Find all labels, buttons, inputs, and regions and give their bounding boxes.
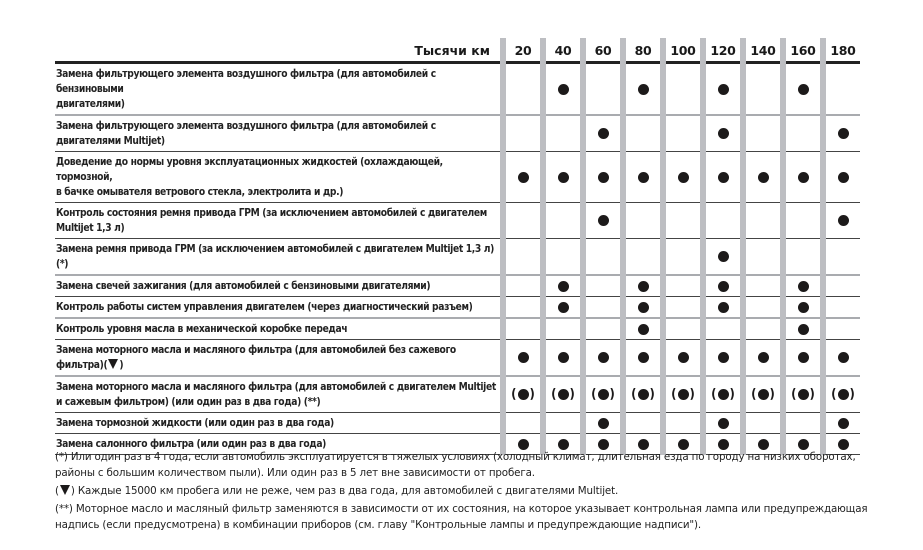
row-description xyxy=(55,376,500,413)
schedule-cell xyxy=(706,318,740,340)
row-description-line-2: Multijet 1,3 л) xyxy=(56,223,125,234)
filled-circle-icon xyxy=(558,352,569,363)
schedule-cell xyxy=(706,413,740,434)
filled-circle-icon xyxy=(678,439,689,450)
table-row xyxy=(55,340,860,377)
schedule-cell xyxy=(786,115,820,152)
table-row xyxy=(55,203,860,239)
schedule-cell xyxy=(626,63,660,116)
schedule-cell xyxy=(506,239,540,276)
filled-circle-icon xyxy=(798,302,809,313)
row-description xyxy=(55,115,500,152)
filled-circle-icon xyxy=(798,324,809,335)
schedule-cell xyxy=(506,297,540,319)
maintenance-schedule xyxy=(55,38,860,455)
table-row xyxy=(55,275,860,297)
schedule-cell xyxy=(506,203,540,239)
schedule-cell xyxy=(626,318,660,340)
filled-circle-icon xyxy=(798,439,809,450)
conditional-mark xyxy=(751,387,775,402)
filled-circle-icon xyxy=(678,389,689,400)
schedule-cell xyxy=(826,203,860,239)
row-description xyxy=(55,203,500,239)
paren-close: ) xyxy=(609,387,615,402)
schedule-cell xyxy=(786,413,820,434)
schedule-cell xyxy=(786,152,820,203)
schedule-cell xyxy=(586,318,620,340)
paren-close: ) xyxy=(689,387,695,402)
conditional-mark xyxy=(711,387,735,402)
schedule-cell xyxy=(546,115,580,152)
conditional-mark xyxy=(631,387,655,402)
row-description xyxy=(55,413,500,434)
filled-circle-icon xyxy=(798,172,809,183)
filled-circle-icon xyxy=(838,389,849,400)
schedule-cell xyxy=(666,275,700,297)
schedule-cell xyxy=(786,297,820,319)
schedule-cell xyxy=(586,340,620,377)
schedule-cell xyxy=(666,318,700,340)
row-description-line-2: двигателями) xyxy=(56,99,125,110)
schedule-cell xyxy=(546,297,580,319)
schedule-cell xyxy=(626,275,660,297)
filled-circle-icon xyxy=(638,352,649,363)
filled-circle-icon xyxy=(838,172,849,183)
schedule-cell xyxy=(546,340,580,377)
filled-circle-icon xyxy=(718,418,729,429)
schedule-cell xyxy=(586,152,620,203)
schedule-cell xyxy=(506,376,540,413)
schedule-cell xyxy=(666,297,700,319)
paren-close: ) xyxy=(809,387,815,402)
row-description-line-1: Доведение до нормы уровня эксплуатационных жидкостей (охлаждающей, тормозной, xyxy=(56,157,443,183)
schedule-cell xyxy=(666,152,700,203)
footnote-2-text: ) Каждые 15000 км пробега или не реже, чем раз в два года, для автомобилей с двигателями Multijet. xyxy=(70,485,619,497)
filled-circle-icon xyxy=(758,389,769,400)
filled-circle-icon xyxy=(598,128,609,139)
column-header-km: 120 xyxy=(706,38,740,63)
filled-circle-icon xyxy=(598,352,609,363)
schedule-cell xyxy=(746,152,780,203)
filled-circle-icon xyxy=(798,84,809,95)
column-header-km: 20 xyxy=(506,38,540,63)
filled-circle-icon xyxy=(798,352,809,363)
filled-circle-icon xyxy=(638,389,649,400)
schedule-cell xyxy=(626,115,660,152)
footnote-1: (*) Или один раз в 4 года, если автомобиль эксплуатируется в тяжелых условиях (холодный климат, длительная езда по городу на низких оборотах, районы с большим количеством пыли). Или один раз в 5 лет вне зависимости от пробега. xyxy=(55,451,856,479)
schedule-cell xyxy=(826,340,860,377)
schedule-cell xyxy=(626,239,660,276)
table-header-row xyxy=(55,38,860,63)
row-description xyxy=(55,152,500,203)
table-row xyxy=(55,152,860,203)
schedule-cell xyxy=(706,239,740,276)
filled-circle-icon xyxy=(838,128,849,139)
schedule-cell xyxy=(826,376,860,413)
table-row xyxy=(55,239,860,276)
filled-circle-icon xyxy=(638,439,649,450)
schedule-cell xyxy=(826,413,860,434)
filled-circle-icon xyxy=(838,418,849,429)
filled-circle-icon xyxy=(678,352,689,363)
schedule-cell xyxy=(546,239,580,276)
footnote-2-prefix: ( xyxy=(55,485,59,497)
schedule-cell xyxy=(506,152,540,203)
filled-circle-icon xyxy=(598,215,609,226)
schedule-cell xyxy=(506,63,540,116)
filled-circle-icon xyxy=(638,302,649,313)
table-row xyxy=(55,297,860,319)
schedule-cell xyxy=(546,203,580,239)
schedule-cell xyxy=(746,318,780,340)
schedule-cell xyxy=(586,63,620,116)
schedule-cell xyxy=(746,340,780,377)
paren-close: ) xyxy=(529,387,535,402)
table-row xyxy=(55,376,860,413)
conditional-mark xyxy=(511,387,535,402)
column-header-km: 60 xyxy=(586,38,620,63)
schedule-cell xyxy=(706,376,740,413)
table-row xyxy=(55,318,860,340)
schedule-cell xyxy=(746,239,780,276)
filled-circle-icon xyxy=(718,251,729,262)
filled-circle-icon xyxy=(558,172,569,183)
filled-circle-icon xyxy=(558,302,569,313)
schedule-cell xyxy=(746,63,780,116)
paren-open: ( xyxy=(551,387,557,402)
paren-open: ( xyxy=(831,387,837,402)
conditional-mark xyxy=(591,387,615,402)
header-title: Тысячи км xyxy=(55,38,500,63)
schedule-cell xyxy=(786,63,820,116)
filled-circle-icon xyxy=(558,281,569,292)
row-description-line-1: Замена фильтрующего элемента воздушного фильтра (для автомобилей с бензиновыми xyxy=(56,69,436,95)
filled-circle-icon xyxy=(758,439,769,450)
column-header-km: 140 xyxy=(746,38,780,63)
filled-circle-icon xyxy=(598,389,609,400)
schedule-cell xyxy=(706,203,740,239)
schedule-cell xyxy=(666,376,700,413)
schedule-cell xyxy=(666,340,700,377)
filled-circle-icon xyxy=(558,84,569,95)
filled-circle-icon xyxy=(718,281,729,292)
filled-circle-icon xyxy=(718,172,729,183)
conditional-mark xyxy=(551,387,575,402)
schedule-cell xyxy=(746,376,780,413)
schedule-cell xyxy=(746,115,780,152)
schedule-cell xyxy=(746,297,780,319)
schedule-cell xyxy=(746,203,780,239)
schedule-cell xyxy=(546,275,580,297)
schedule-cell xyxy=(786,203,820,239)
schedule-cell xyxy=(546,318,580,340)
filled-circle-icon xyxy=(718,84,729,95)
filled-circle-icon xyxy=(598,439,609,450)
schedule-cell xyxy=(546,63,580,116)
filled-circle-icon xyxy=(758,352,769,363)
schedule-cell xyxy=(826,297,860,319)
schedule-cell xyxy=(666,203,700,239)
filled-circle-icon xyxy=(598,418,609,429)
paren-open: ( xyxy=(671,387,677,402)
filled-circle-icon xyxy=(838,439,849,450)
column-header-km: 80 xyxy=(626,38,660,63)
paren-open: ( xyxy=(591,387,597,402)
schedule-cell xyxy=(626,340,660,377)
filled-circle-icon xyxy=(718,302,729,313)
schedule-cell xyxy=(546,376,580,413)
table-row xyxy=(55,63,860,116)
schedule-cell xyxy=(506,340,540,377)
row-description-line-1: Замена тормозной жидкости (или один раз в два года) xyxy=(56,418,334,429)
schedule-cell xyxy=(626,152,660,203)
filled-circle-icon xyxy=(838,215,849,226)
schedule-cell xyxy=(786,340,820,377)
schedule-cell xyxy=(586,376,620,413)
schedule-cell xyxy=(826,63,860,116)
schedule-cell xyxy=(706,152,740,203)
filled-circle-icon xyxy=(798,389,809,400)
conditional-mark xyxy=(791,387,815,402)
row-description-line-1: Замена моторного масла и масляного фильтра (для автомобилей без сажевого фильтра)( xyxy=(56,345,456,371)
row-description-line-1: Замена ремня привода ГРМ (за исключением автомобилей с двигателем Multijet 1,3 л) (*) xyxy=(56,244,494,270)
footnote-2 xyxy=(55,483,875,499)
schedule-cell xyxy=(586,297,620,319)
schedule-cell xyxy=(706,115,740,152)
table-row xyxy=(55,413,860,434)
schedule-cell xyxy=(506,275,540,297)
paren-close: ) xyxy=(569,387,575,402)
row-description-suffix: ) xyxy=(119,360,124,371)
schedule-cell xyxy=(586,413,620,434)
down-triangle-icon xyxy=(108,359,118,369)
schedule-cell xyxy=(626,203,660,239)
column-header-km: 180 xyxy=(826,38,860,63)
filled-circle-icon xyxy=(638,172,649,183)
schedule-cell xyxy=(586,203,620,239)
filled-circle-icon xyxy=(678,172,689,183)
schedule-cell xyxy=(786,318,820,340)
paren-open: ( xyxy=(791,387,797,402)
filled-circle-icon xyxy=(718,352,729,363)
filled-circle-icon xyxy=(558,439,569,450)
schedule-cell xyxy=(626,297,660,319)
column-header-km: 160 xyxy=(786,38,820,63)
schedule-cell xyxy=(826,239,860,276)
schedule-cell xyxy=(746,275,780,297)
schedule-cell xyxy=(506,413,540,434)
schedule-cell xyxy=(706,340,740,377)
row-description-line-2: и сажевым фильтром) (или один раз в два года) (**) xyxy=(56,397,321,408)
schedule-cell xyxy=(586,239,620,276)
schedule-cell xyxy=(506,115,540,152)
schedule-cell xyxy=(706,63,740,116)
footnotes xyxy=(55,449,875,535)
row-description xyxy=(55,239,500,276)
filled-circle-icon xyxy=(598,172,609,183)
filled-circle-icon xyxy=(718,128,729,139)
schedule-cell xyxy=(546,152,580,203)
paren-close: ) xyxy=(649,387,655,402)
row-description-line-1: Контроль состояния ремня привода ГРМ (за исключением автомобилей с двигателем xyxy=(56,208,487,219)
filled-circle-icon xyxy=(838,352,849,363)
row-description-line-2: в бачке омывателя ветрового стекла, электролита и др.) xyxy=(56,187,344,198)
filled-circle-icon xyxy=(638,281,649,292)
schedule-cell xyxy=(826,318,860,340)
schedule-cell xyxy=(826,275,860,297)
paren-open: ( xyxy=(751,387,757,402)
row-description-line-1: Контроль уровня масла в механической коробке передач xyxy=(56,324,348,335)
paren-open: ( xyxy=(631,387,637,402)
schedule-cell xyxy=(586,275,620,297)
schedule-cell xyxy=(706,275,740,297)
schedule-cell xyxy=(746,413,780,434)
schedule-cell xyxy=(786,275,820,297)
filled-circle-icon xyxy=(518,172,529,183)
schedule-cell xyxy=(666,413,700,434)
schedule-cell xyxy=(546,413,580,434)
schedule-cell xyxy=(626,376,660,413)
conditional-mark xyxy=(831,387,855,402)
schedule-cell xyxy=(826,152,860,203)
row-description xyxy=(55,275,500,297)
filled-circle-icon xyxy=(638,324,649,335)
filled-circle-icon xyxy=(758,172,769,183)
schedule-cell xyxy=(706,297,740,319)
paren-open: ( xyxy=(511,387,517,402)
paren-close: ) xyxy=(849,387,855,402)
row-description xyxy=(55,63,500,116)
schedule-cell xyxy=(666,239,700,276)
schedule-cell xyxy=(626,413,660,434)
filled-circle-icon xyxy=(718,439,729,450)
row-description xyxy=(55,297,500,319)
schedule-cell xyxy=(786,239,820,276)
schedule-cell xyxy=(666,63,700,116)
column-header-km: 40 xyxy=(546,38,580,63)
filled-circle-icon xyxy=(718,389,729,400)
row-description-line-1: Замена свечей зажигания (для автомобилей с бензиновыми двигателями) xyxy=(56,281,431,292)
schedule-cell xyxy=(506,318,540,340)
filled-circle-icon xyxy=(798,281,809,292)
row-description xyxy=(55,318,500,340)
schedule-cell xyxy=(826,115,860,152)
footnote-3: (**) Моторное масло и масляный фильтр заменяются в зависимости от их состояния, на которое указывает контрольная лампа или предупреждающая надпись (если предусмотрена) в комбинации приборов (см. главу "Контрольные лампы и предупреждающие надписи"). xyxy=(55,503,868,531)
row-description-line-1: Контроль работы систем управления двигателем (через диагностический разъем) xyxy=(56,302,473,313)
down-triangle-icon xyxy=(60,485,70,495)
schedule-cell xyxy=(786,376,820,413)
filled-circle-icon xyxy=(558,389,569,400)
filled-circle-icon xyxy=(518,439,529,450)
row-description-line-1: Замена салонного фильтра (или один раз в два года) xyxy=(56,439,327,450)
maintenance-table xyxy=(55,38,860,455)
row-description xyxy=(55,340,500,377)
schedule-cell xyxy=(666,115,700,152)
filled-circle-icon xyxy=(518,352,529,363)
conditional-mark xyxy=(671,387,695,402)
paren-close: ) xyxy=(729,387,735,402)
row-description-line-1: Замена фильтрующего элемента воздушного фильтра (для автомобилей с двигателями Multijet) xyxy=(56,121,436,147)
filled-circle-icon xyxy=(518,389,529,400)
paren-open: ( xyxy=(711,387,717,402)
paren-close: ) xyxy=(769,387,775,402)
row-description-line-1: Замена моторного масла и масляного фильтра (для автомобилей с двигателем Multijet xyxy=(56,382,496,393)
column-header-km: 100 xyxy=(666,38,700,63)
table-row xyxy=(55,115,860,152)
schedule-cell xyxy=(586,115,620,152)
filled-circle-icon xyxy=(638,84,649,95)
